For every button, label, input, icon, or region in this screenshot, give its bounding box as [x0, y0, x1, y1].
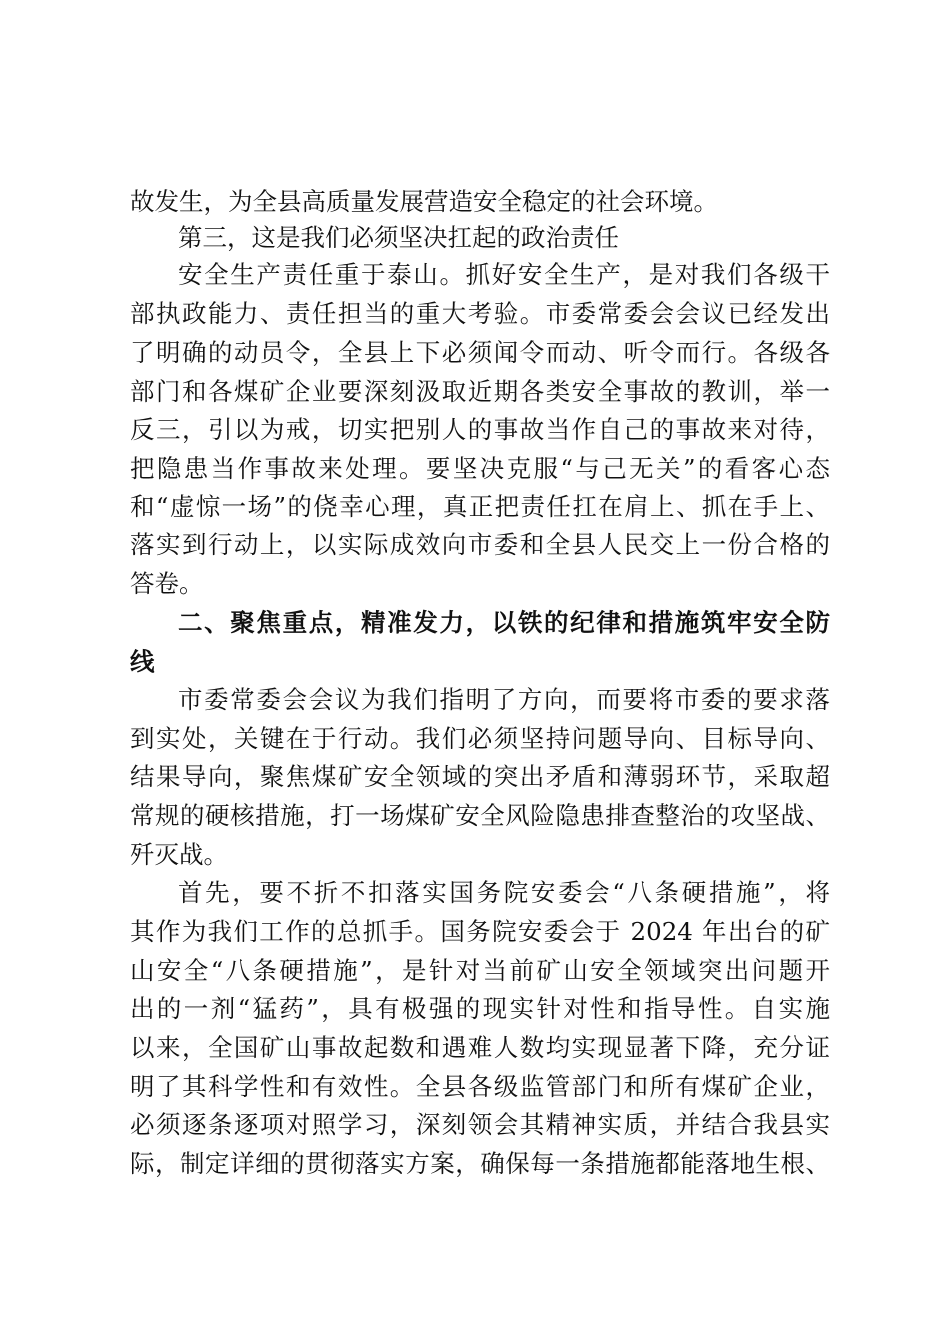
text-line: 和“虚惊一场”的侥幸心理，真正把责任扛在肩上、抓在手上、 — [130, 492, 830, 521]
text-line: 结果导向，聚焦煤矿安全领域的突出矛盾和薄弱环节，采取超 — [130, 762, 830, 791]
text-line: 落实到行动上，以实际成效向市委和全县人民交上一份合格的 — [130, 530, 830, 559]
text-line: 部门和各煤矿企业要深刻汲取近期各类安全事故的教训，举一 — [130, 377, 830, 406]
text-line: 明了其科学性和有效性。全县各级监管部门和所有煤矿企业， — [130, 1072, 830, 1101]
text-line: 了明确的动员令，全县上下必须闻令而动、听令而行。各级各 — [130, 338, 830, 367]
text-line: 把隐患当作事故来处理。要坚决克服“与己无关”的看客心态 — [130, 454, 830, 483]
text-line: 歼灭战。 — [130, 840, 228, 869]
text-line: 故发生，为全县高质量发展营造安全稳定的社会环境。 — [130, 187, 718, 216]
text-line: 出的一剂“猛药”，具有极强的现实针对性和指导性。自实施 — [130, 994, 830, 1023]
text-line: 安全生产责任重于泰山。抓好安全生产，是对我们各级干 — [178, 260, 830, 289]
section-heading-two: 二、聚焦重点，精准发力，以铁的纪律和措施筑牢安全防 — [178, 608, 830, 637]
text-line: 到实处，关键在于行动。我们必须坚持问题导向、目标导向、 — [130, 724, 830, 753]
text-line: 其作为我们工作的总抓手。国务院安委会于 2024 年出台的矿 — [130, 917, 830, 946]
section-heading-two-cont: 线 — [130, 647, 155, 676]
text-line: 市委常委会会议为我们指明了方向，而要将市委的要求落 — [178, 685, 830, 714]
text-line: 首先，要不折不扣落实国务院安委会“八条硬措施”，将 — [178, 878, 830, 907]
text-line: 常规的硬核措施，打一场煤矿安全风险隐患排查整治的攻坚战、 — [130, 801, 830, 830]
text-line: 际，制定详细的贯彻落实方案，确保每一条措施都能落地生根、 — [130, 1149, 830, 1178]
text-line: 答卷。 — [130, 569, 204, 598]
text-line: 反三，引以为戒，切实把别人的事故当作自己的事故来对待， — [130, 415, 830, 444]
text-line: 以来，全国矿山事故起数和遇难人数均实现显著下降，充分证 — [130, 1033, 830, 1062]
text-line: 部执政能力、责任担当的重大考验。市委常委会会议已经发出 — [130, 299, 830, 328]
text-line: 山安全“八条硬措施”，是针对当前矿山安全领域突出问题开 — [130, 956, 830, 985]
text-line: 必须逐条逐项对照学习，深刻领会其精神实质，并结合我县实 — [130, 1110, 830, 1139]
section-heading-third: 第三，这是我们必须坚决扛起的政治责任 — [178, 223, 619, 252]
